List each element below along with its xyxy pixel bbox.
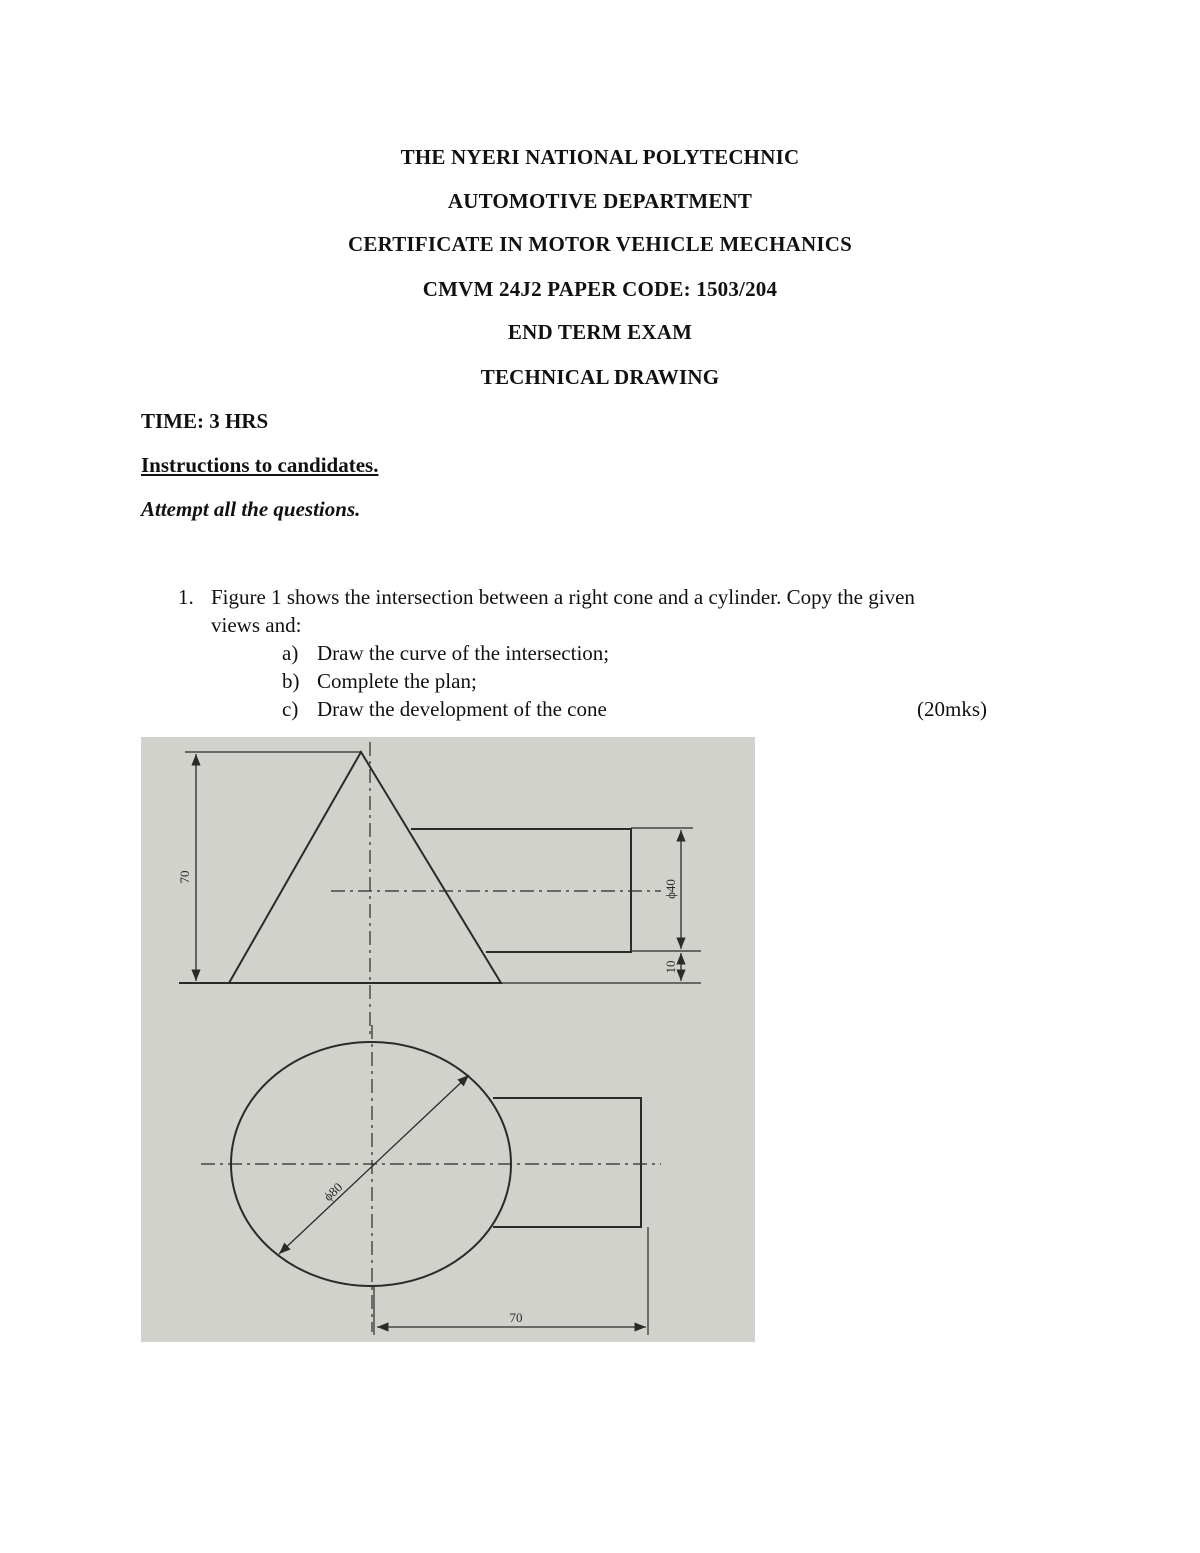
part-c-label: c) bbox=[282, 697, 299, 721]
instructions-text: Attempt all the questions. bbox=[141, 497, 361, 521]
paper-code: CMVM 24J2 PAPER CODE: 1503/204 bbox=[422, 277, 778, 301]
course-title: CERTIFICATE IN MOTOR VEHICLE MECHANICS bbox=[348, 232, 852, 256]
marks: (20mks) bbox=[917, 697, 987, 721]
figure-1-drawing bbox=[141, 737, 755, 1342]
exam-title: END TERM EXAM bbox=[507, 320, 693, 344]
institution-title: THE NYERI NATIONAL POLYTECHNIC bbox=[400, 145, 800, 169]
part-a-text: Draw the curve of the intersection; bbox=[317, 641, 610, 665]
exam-time: TIME: 3 HRS bbox=[141, 409, 269, 433]
dim-length-label: 70 bbox=[509, 1310, 523, 1325]
part-c-text: Draw the development of the cone bbox=[317, 697, 607, 721]
dim-base-label: ϕ80 bbox=[320, 1179, 346, 1204]
question-line-2: views and: bbox=[211, 613, 302, 637]
department-title: AUTOMOTIVE DEPARTMENT bbox=[447, 189, 753, 213]
dim-offset-label: 10 bbox=[663, 960, 678, 974]
question-line-1: Figure 1 shows the intersection between a right cone and a cylinder. Copy the given bbox=[211, 585, 915, 609]
question-number: 1. bbox=[178, 585, 194, 609]
subject-title: TECHNICAL DRAWING bbox=[480, 365, 720, 389]
part-a-label: a) bbox=[282, 641, 299, 665]
dim-height-label: 70 bbox=[177, 870, 192, 884]
part-b-label: b) bbox=[282, 669, 300, 693]
part-b-text: Complete the plan; bbox=[317, 669, 477, 693]
dim-cyl-label: ϕ40 bbox=[663, 879, 678, 899]
instructions-heading: Instructions to candidates. bbox=[141, 453, 379, 477]
